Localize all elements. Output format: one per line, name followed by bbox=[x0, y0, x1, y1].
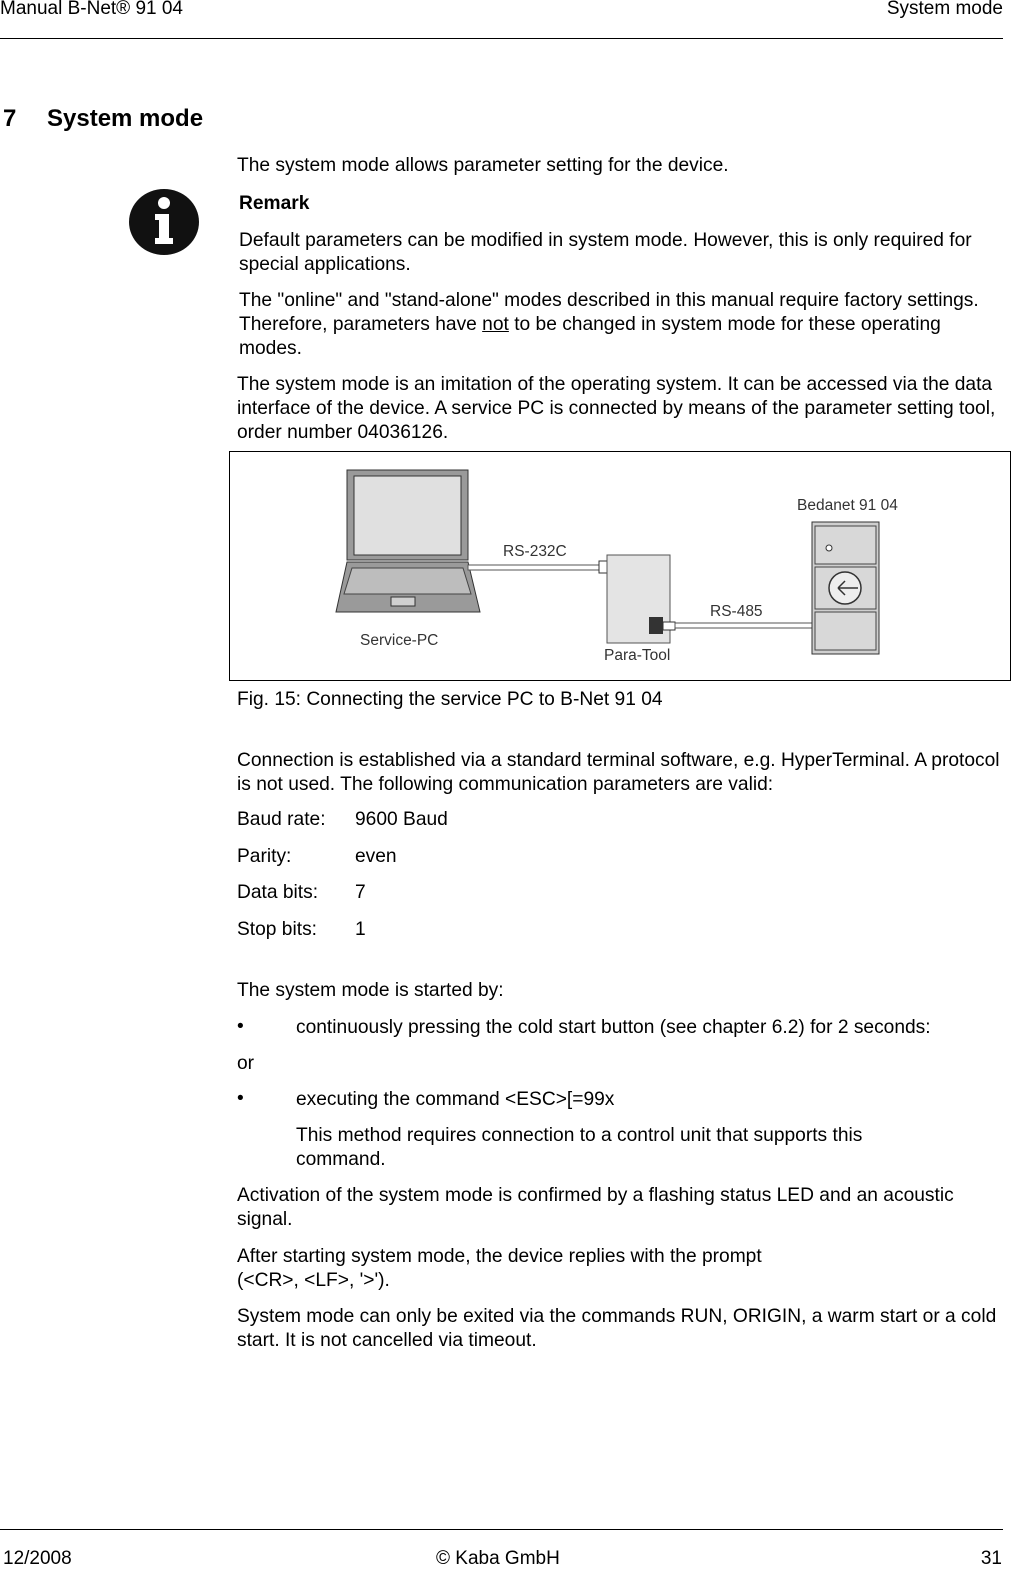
param-label-databits: Data bits: bbox=[237, 882, 319, 903]
remark-paragraph-1: Default parameters can be modified in system mode. However, this is only required for special applications. bbox=[239, 230, 972, 275]
param-label-parity: Parity: bbox=[237, 846, 292, 867]
footer-page-number: 31 bbox=[980, 1548, 1002, 1569]
label-bedanet: Bedanet 91 04 bbox=[797, 497, 898, 514]
connection-figure bbox=[229, 451, 1011, 681]
bullet-2-text: executing the command <ESC>[=99x bbox=[296, 1089, 615, 1110]
section-title: System mode bbox=[47, 105, 204, 132]
bullet-2-marker: • bbox=[237, 1088, 244, 1109]
info-icon bbox=[128, 188, 200, 256]
intro-paragraph: The system mode allows parameter setting for the device. bbox=[237, 155, 729, 176]
header-right: System mode bbox=[886, 0, 1003, 19]
prompt-line-1: After starting system mode, the device replies with the prompt bbox=[237, 1246, 762, 1267]
rs232-cable bbox=[468, 565, 599, 570]
remark-paragraph-2: The "online" and "stand-alone" modes described in this manual require factory settings. Therefore, parameters have not to be changed in system mode for these operating modes. bbox=[239, 290, 979, 359]
param-value-stopbits: 1 bbox=[355, 919, 366, 940]
label-para-tool: Para-Tool bbox=[604, 647, 671, 664]
footer-copyright: © Kaba GmbH bbox=[436, 1548, 560, 1569]
or-text: or bbox=[237, 1053, 255, 1074]
label-rs485: RS-485 bbox=[710, 603, 763, 620]
header-rule bbox=[0, 38, 1003, 39]
param-value-baud: 9600 Baud bbox=[355, 809, 448, 830]
not-emphasis: not bbox=[482, 314, 509, 335]
connection-diagram bbox=[230, 452, 1010, 680]
imitation-paragraph: The system mode is an imitation of the operating system. It can be accessed via the data interface of the device. A service PC is connected by means of the parameter setting tool, order number 04036126. bbox=[237, 374, 996, 443]
activation-paragraph: Activation of the system mode is confirmed by a flashing status LED and an acoustic signal. bbox=[237, 1185, 954, 1230]
bullet-1-text: continuously pressing the cold start button (see chapter 6.2) for 2 seconds: bbox=[296, 1017, 931, 1038]
bullet-1-marker: • bbox=[237, 1016, 244, 1037]
prompt-line-2: (<CR>, <LF>, '>'). bbox=[237, 1270, 390, 1291]
remark-title: Remark bbox=[239, 193, 310, 214]
section-number: 7 bbox=[3, 105, 17, 132]
started-by-paragraph: The system mode is started by: bbox=[237, 980, 504, 1001]
connection-paragraph: Connection is established via a standard terminal software, e.g. HyperTerminal. A protocol is not used. The following communication parameters are valid: bbox=[237, 750, 1000, 795]
param-label-stopbits: Stop bits: bbox=[237, 919, 317, 940]
param-value-parity: even bbox=[355, 846, 397, 867]
label-service-pc: Service-PC bbox=[360, 632, 439, 649]
exit-paragraph: System mode can only be exited via the commands RUN, ORIGIN, a warm start or a cold start. It is not cancelled via timeout. bbox=[237, 1306, 997, 1351]
header-left: Manual B-Net® 91 04 bbox=[0, 0, 183, 19]
footer-date: 12/2008 bbox=[3, 1548, 72, 1569]
footer-rule bbox=[0, 1529, 1003, 1530]
figure-caption: Fig. 15: Connecting the service PC to B-Net 91 04 bbox=[237, 689, 663, 710]
bullet-2-note: This method requires connection to a control unit that supports this command. bbox=[296, 1125, 863, 1170]
param-label-baud: Baud rate: bbox=[237, 809, 326, 830]
rs485-cable bbox=[675, 623, 812, 628]
label-rs232c: RS-232C bbox=[503, 543, 567, 560]
param-value-databits: 7 bbox=[355, 882, 366, 903]
